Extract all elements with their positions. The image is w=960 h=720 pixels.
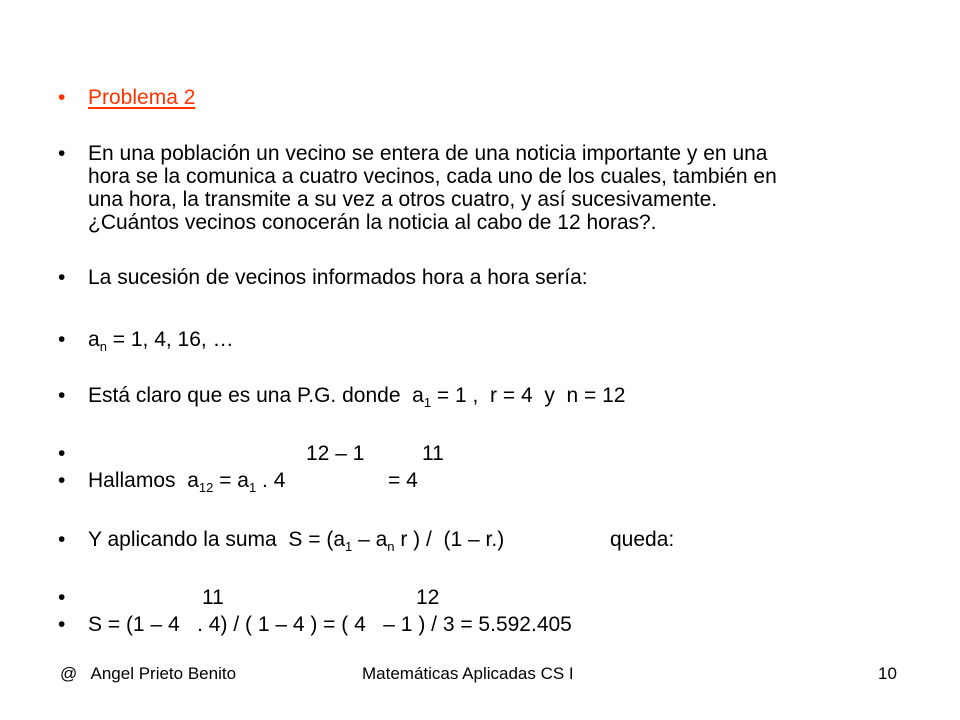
exponent-12: 12 [416, 586, 440, 609]
problem-title: Problema 2 [88, 86, 196, 109]
footer-page-number: 10 [878, 664, 897, 683]
bullet: • [58, 613, 66, 636]
bullet: • [58, 469, 66, 492]
bullet: • [58, 142, 66, 165]
exponent-12-1: 12 – 1 [306, 442, 365, 465]
bullet: • [58, 384, 66, 407]
bullet: • [58, 266, 66, 289]
bullet: • [58, 528, 66, 551]
hallamos-eq: = 4 [388, 469, 418, 492]
hallamos-line: Hallamos $a_{12} = a_1$ . 4 [88, 469, 286, 495]
problem-text-line: En una población un vecino se entera de una noticia importante y en una [88, 142, 768, 165]
sequence-line: $a_n = 1$, 4, 16, … [88, 328, 234, 354]
bullet: • [58, 586, 66, 609]
suma-line: Y aplicando la suma $S = (a_1 - a_n$ r ) / (1 – r.) [88, 528, 505, 554]
footer-course: Matemáticas Aplicadas CS I [362, 664, 574, 683]
bullet: • [58, 442, 66, 465]
pg-line: Está claro que es una P.G. donde $a_1 = 1$ , r = 4 y n = 12 [88, 384, 626, 410]
exponent-11: 11 [202, 586, 224, 609]
footer-author: @ Angel Prieto Benito [60, 664, 237, 683]
suma-queda: queda: [610, 528, 675, 551]
problem-text-line: hora se la comunica a cuatro vecinos, cada uno de los cuales, también en [88, 165, 777, 188]
problem-text-line: una hora, la transmite a su vez a otros cuatro, y así sucesivamente. [88, 188, 718, 211]
bullet: • [58, 86, 66, 109]
result-line: S = (1 – 4 . 4) / ( 1 – 4 ) = ( 4 – 1 ) / 3 = 5.592.405 [88, 613, 572, 636]
problem-text-line: ¿Cuántos vecinos conocerán la noticia al cabo de 12 horas?. [88, 211, 657, 234]
exponent-11: 11 [422, 442, 444, 465]
sequence-intro: La sucesión de vecinos informados hora a hora sería: [88, 266, 588, 289]
bullet: • [58, 328, 66, 351]
